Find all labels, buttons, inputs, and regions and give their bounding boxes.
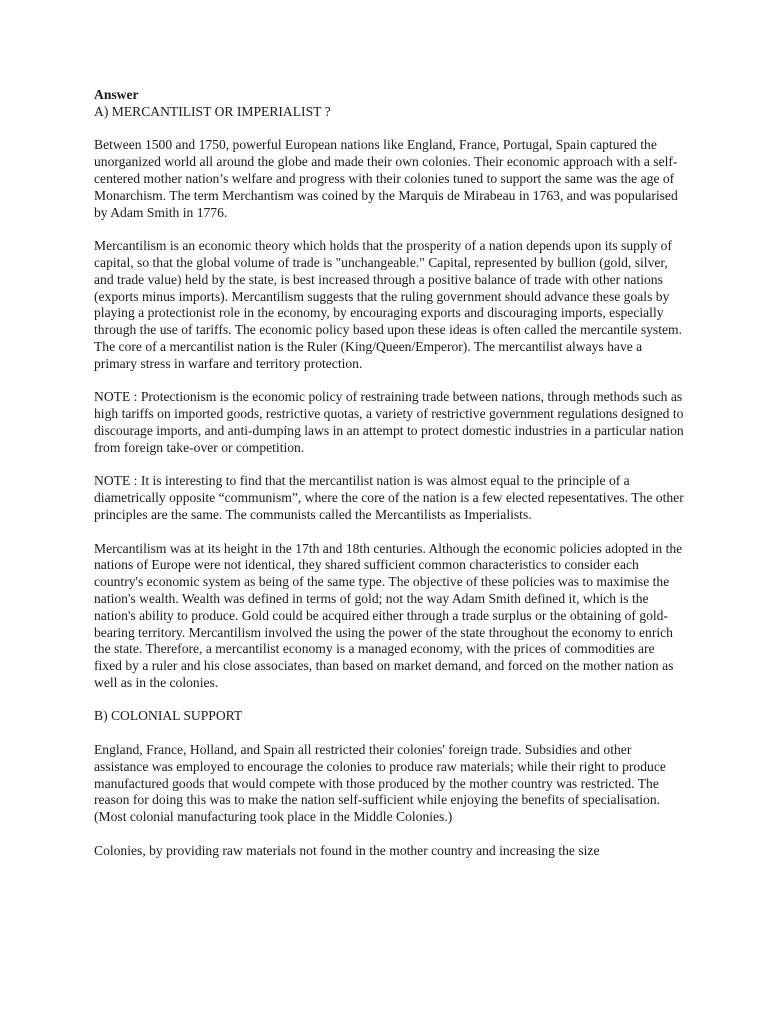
section-b-paragraph-2: Colonies, by providing raw materials not found in the mother country and increasing the size bbox=[94, 842, 600, 858]
answer-heading: Answer bbox=[94, 87, 139, 102]
document-page bbox=[94, 87, 684, 860]
note-protectionism-paragraph: NOTE : Protectionism is the economic policy of restraining trade between nations, through methods such as high tariffs on imported goods, restrictive quotas, a variety of restrictive government regulations designed to discourage imports, and anti-dumping laws in an attempt to protect domestic industries in a particular nation from foreign take-over or competition. bbox=[94, 389, 684, 455]
section-b-paragraph-1: England, France, Holland, and Spain all restricted their colonies' foreign trade. Subsidies and other assistance was employed to encourage the colonies to produce raw materials; while their right to produce manufactured goods that would compete with those produced by the mother country was restricted. The reason for doing this was to make the nation self-sufficient while enjoying the benefits of specialisation. (Most colonial manufacturing took place in the Middle Colonies.) bbox=[94, 742, 666, 825]
section-a-paragraph-5: Mercantilism was at its height in the 17th and 18th centuries. Although the economic policies adopted in the nations of Europe were not identical, they shared sufficient common characteristics to consider each country's economic system as being of the same type. The objective of these policies was to maximise the nation's wealth. Wealth was defined in terms of gold; not the way Adam Smith defined it, which is the nation's ability to produce. Gold could be acquired either through a trade surplus or the obtaining of gold-bearing territory. Mercantilism involved the using the power of the state throughout the economy to enrich the state. Therefore, a mercantilist economy is a managed economy, with the prices of commodities are fixed by a ruler and his close associates, than based on market demand, and forced on the mother nation as well as in the colonies. bbox=[94, 540, 683, 690]
note-communism-paragraph: NOTE : It is interesting to find that the mercantilist nation is was almost equal to the principle of a diametrically opposite “communism”, where the core of the nation is a few elected repesentatives. The other principles are the same. The communists called the Mercantilists as Imperialists. bbox=[94, 473, 684, 522]
section-b-heading: B) COLONIAL SUPPORT bbox=[94, 708, 243, 724]
section-a-paragraph-1: Between 1500 and 1750, powerful European nations like England, France, Portugal, Spain captured the unorganized world all around the globe and made their own colonies. Their economic approach with a self-centered mother nation’s welfare and progress with their colonies tuned to support the same was the age of Monarchism. The term Merchantism was coined by the Marquis de Mirabeau in 1763, and was popularised by Adam Smith in 1776. bbox=[94, 137, 678, 220]
section-a-heading: A) MERCANTILIST OR IMPERIALIST ? bbox=[94, 103, 331, 119]
section-a-paragraph-2: Mercantilism is an economic theory which holds that the prosperity of a nation depends upon its supply of capital, so that the global volume of trade is "unchangeable." Capital, represented by bullion (gold, silver, and trade value) held by the state, is best increased through a positive balance of trade with other nations (exports minus imports). Mercantilism suggests that the ruling government should advance these goals by playing a protectionist role in the economy, by encouraging exports and discouraging imports, especially through the use of tariffs. The economic policy based upon these ideas is often called the mercantile system. The core of a mercantilist nation is the Ruler (King/Queen/Emperor). The mercantilist always have a primary stress in warfare and territory protection. bbox=[94, 238, 683, 371]
